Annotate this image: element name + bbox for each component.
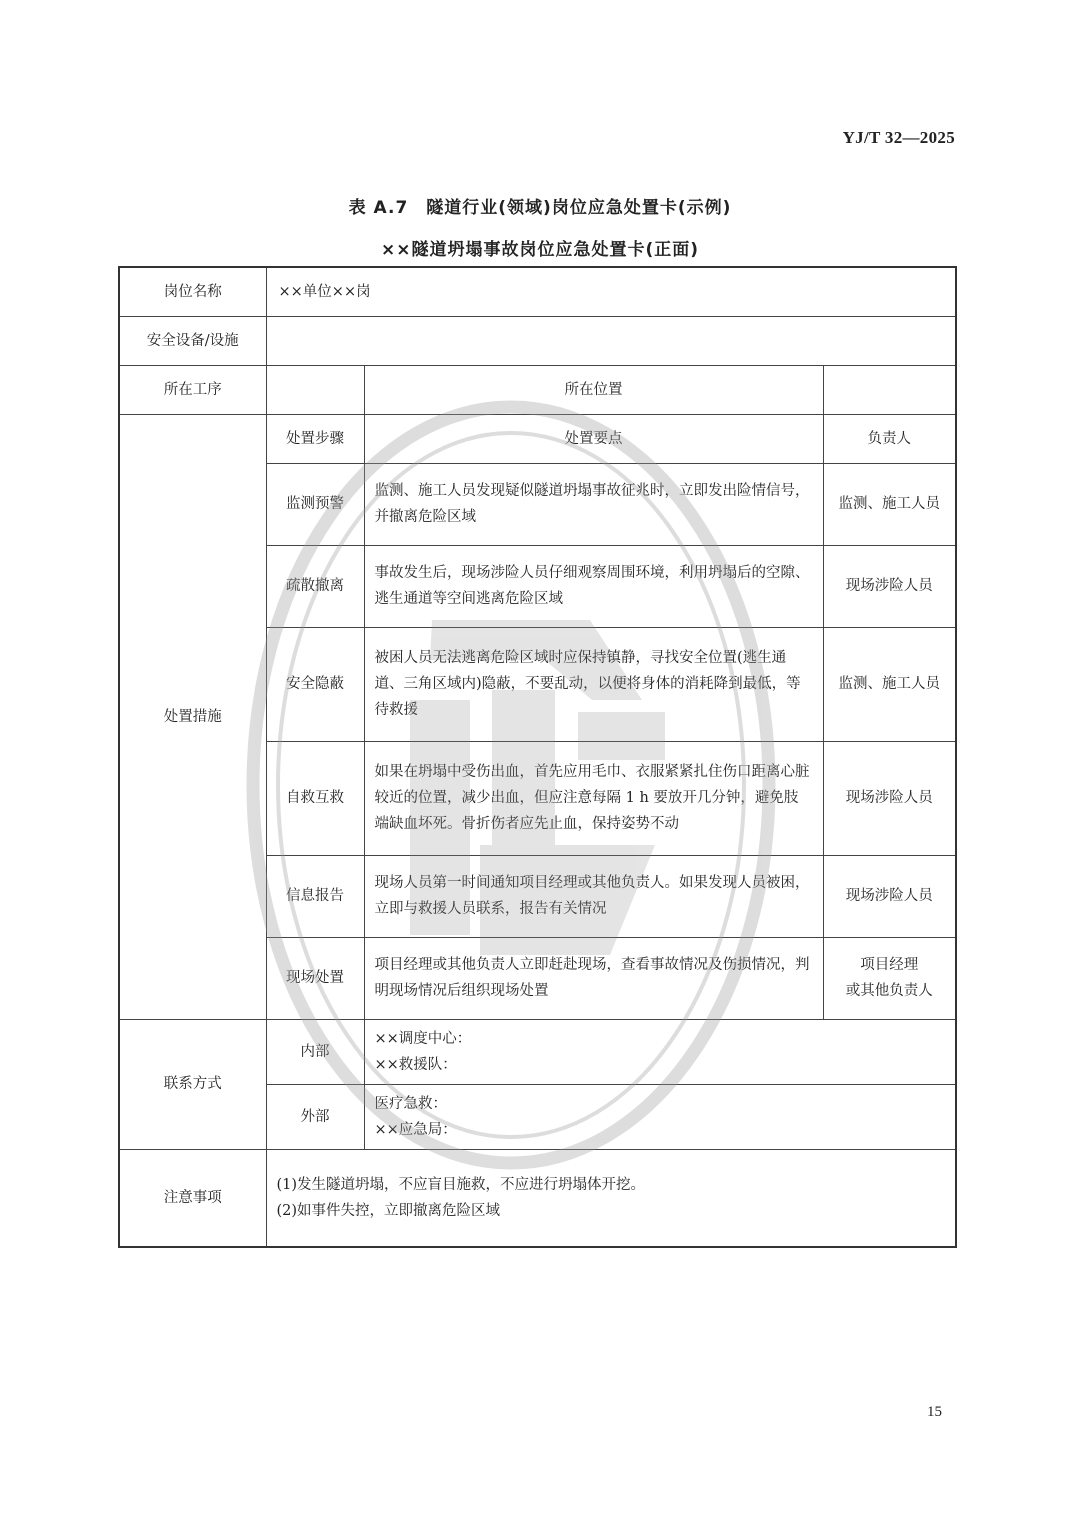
measure-step: 现场处置 — [266, 937, 364, 1019]
measure-step: 安全隐蔽 — [266, 627, 364, 741]
location-label: 所在位置 — [364, 365, 823, 414]
measure-step: 信息报告 — [266, 855, 364, 937]
notes-label: 注意事项 — [119, 1149, 266, 1247]
contact-label: 联系方式 — [119, 1019, 266, 1149]
measure-points: 现场人员第一时间通知项目经理或其他负责人。如果发现人员被困，立即与救援人员联系，报告有关情况 — [364, 855, 823, 937]
contact-external-value — [364, 1084, 956, 1149]
measure-step: 自救互救 — [266, 741, 364, 855]
internal-contact-line1: ××调度中心： — [374, 1030, 472, 1047]
contact-internal-label: 内部 — [266, 1019, 364, 1084]
contact-internal-value — [364, 1019, 956, 1084]
row-equipment — [119, 316, 956, 365]
measure-owner: 现场涉险人员 — [823, 855, 956, 937]
measure-owner: 现场涉险人员 — [823, 545, 956, 627]
measure-points: 事故发生后，现场涉险人员仔细观察周围环境，利用坍塌后的空隙、逃生通道等空间逃离危险区域 — [364, 545, 823, 627]
measure-owner: 监测、施工人员 — [823, 463, 956, 545]
measure-owner-line2: 或其他负责人 — [845, 983, 933, 999]
standard-code: YJ/T 32—2025 — [842, 128, 955, 147]
equipment-value — [266, 316, 956, 365]
measure-owner — [823, 937, 956, 1019]
process-value — [266, 365, 364, 414]
contact-external-label: 外部 — [266, 1084, 364, 1149]
col-step-header: 处置步骤 — [266, 414, 364, 463]
measure-owner: 现场涉险人员 — [823, 741, 956, 855]
measure-points: 项目经理或其他负责人立即赶赴现场，查看事故情况及伤损情况，判明现场情况后组织现场处置 — [364, 937, 823, 1019]
equipment-label: 安全设备/设施 — [119, 316, 266, 365]
emergency-card-table — [118, 266, 957, 1248]
notes-line1: (1)发生隧道坍塌，不应盲目施救，不应进行坍塌体开挖。 — [276, 1176, 646, 1193]
measures-label: 处置措施 — [119, 414, 266, 1019]
internal-contact-line2: ××救援队： — [374, 1056, 457, 1073]
measure-points: 监测、施工人员发现疑似隧道坍塌事故征兆时，立即发出险情信号，并撤离危险区域 — [364, 463, 823, 545]
notes-value — [266, 1149, 956, 1247]
measure-points: 被困人员无法逃离危险区域时应保持镇静，寻找安全位置(逃生通道、三角区域内)隐蔽，不要乱动，以便将身体的消耗降到最低，等待救援 — [364, 627, 823, 741]
col-points-header: 处置要点 — [364, 414, 823, 463]
measure-owner: 监测、施工人员 — [823, 627, 956, 741]
page-number: 15 — [927, 1404, 942, 1420]
measure-points: 如果在坍塌中受伤出血，首先应用毛巾、衣服紧紧扎住伤口距离心脏较近的位置，减少出血，但应注意每隔 1 h 要放开几分钟，避免肢端缺血坏死。骨折伤者应先止血，保持姿势不动 — [364, 741, 823, 855]
row-post-name — [119, 267, 956, 316]
post-name-value: ××单位××岗 — [266, 267, 956, 316]
post-name-label: 岗位名称 — [119, 267, 266, 316]
measure-owner-line1: 项目经理 — [860, 957, 919, 973]
contact-internal-row — [119, 1019, 956, 1084]
measure-step: 监测预警 — [266, 463, 364, 545]
col-owner-header: 负责人 — [823, 414, 956, 463]
external-contact-line1: 医疗急救： — [374, 1095, 447, 1112]
row-process — [119, 365, 956, 414]
card-title: ××隧道坍塌事故岗位应急处置卡(正面) — [380, 240, 700, 260]
process-label: 所在工序 — [119, 365, 266, 414]
notes-line2: (2)如事件失控，立即撤离危险区域 — [276, 1202, 501, 1219]
table-title: 表 A.7 隧道行业(领域)岗位应急处置卡(示例) — [348, 198, 732, 218]
measures-header-row — [119, 414, 956, 463]
external-contact-line2: ××应急局： — [374, 1121, 457, 1138]
measure-step: 疏散撤离 — [266, 545, 364, 627]
location-value — [823, 365, 956, 414]
notes-row — [119, 1149, 956, 1247]
